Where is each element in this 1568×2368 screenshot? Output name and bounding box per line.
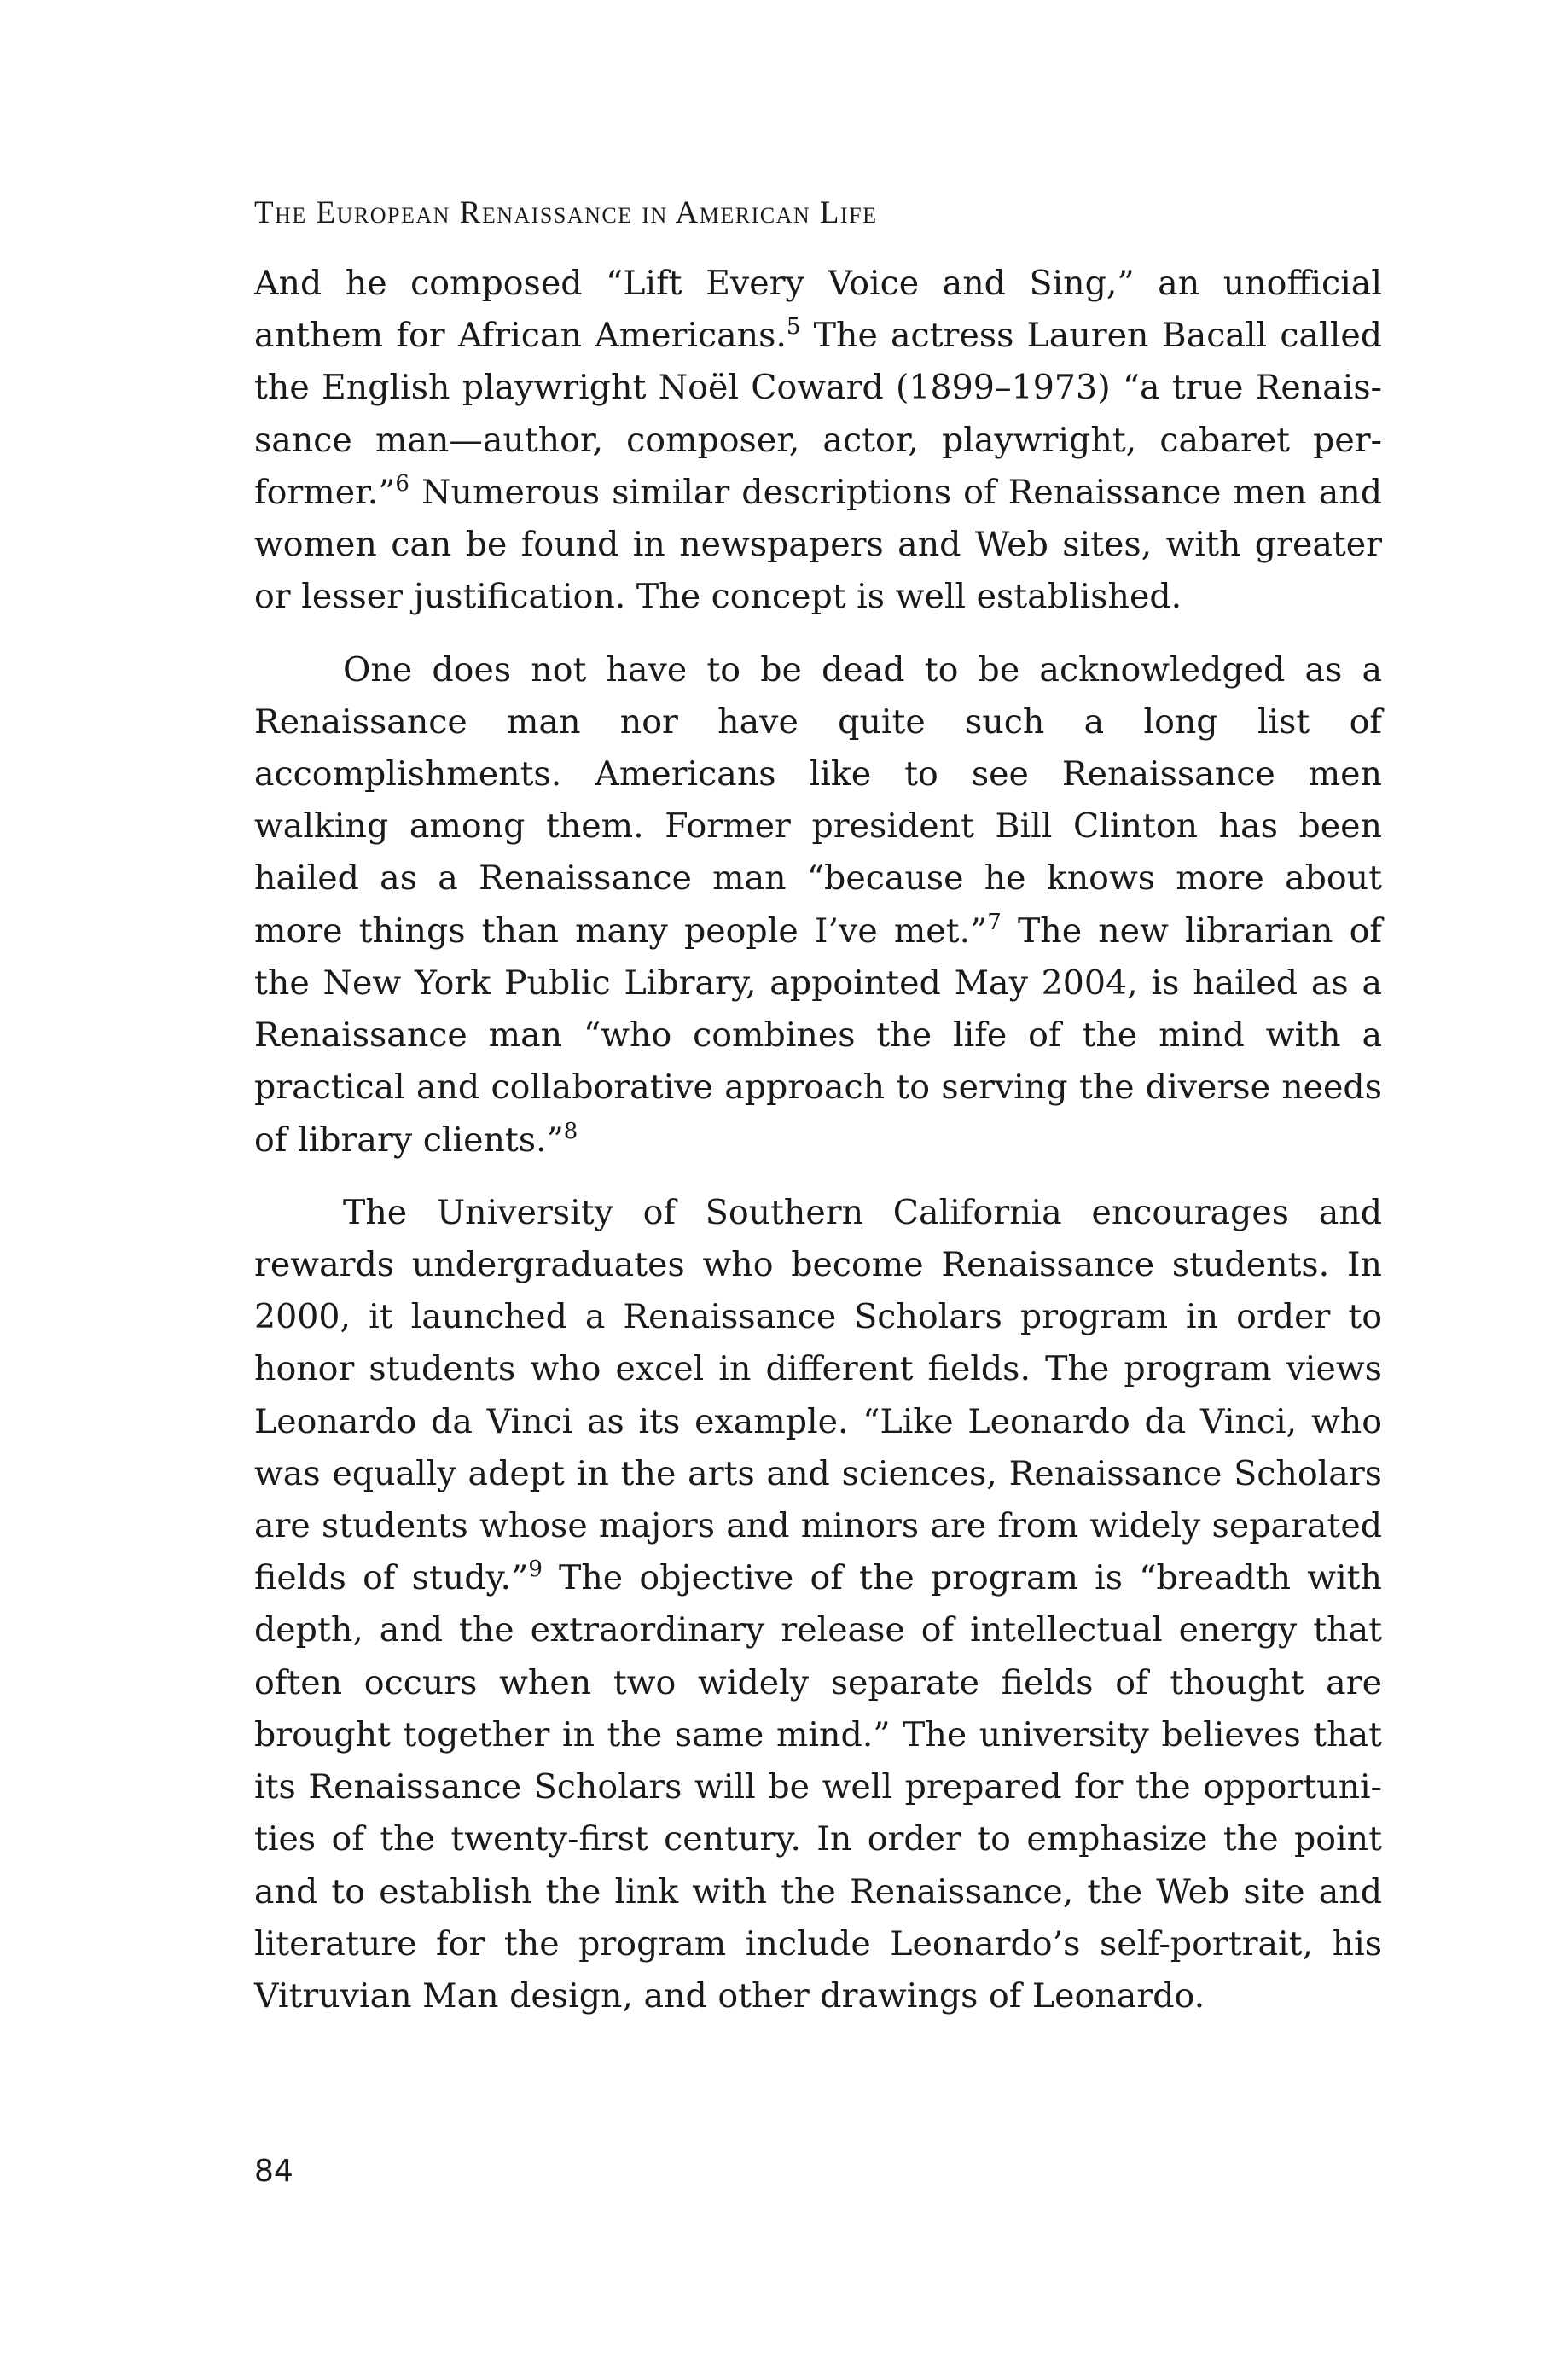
paragraph <box>254 644 1382 1167</box>
body-text <box>254 258 1382 2043</box>
footnote-marker: 6 <box>395 470 409 497</box>
paragraph-text: The new librarian of the New York Public Library, appointed May 2004, is hailed as a Renaissance man “who combines the life of the mind with a practical and collaborative approach to serving the diverse needs of library clients.” <box>254 911 1382 1160</box>
footnote-marker: 9 <box>528 1556 543 1583</box>
footnote-marker: 7 <box>987 909 1002 935</box>
paragraph-text: Numerous similar descriptions of Renaissance men and women can be found in newspapers and Web sites, with greater or lesser justification. The concept is well established. <box>254 472 1382 617</box>
paragraph-text: The objective of the program is “breadth with depth, and the extraordinary release of intellectual energy that often occurs when two widely separate fields of thought are brought together in the same mind.” The university believes that its Renaissance Scholars will be well prepared for the opportunities of the twenty-first century. In order to emphasize the point and to establish the link with the Renaissance, the Web site and literature for the program include Leonardo’s self-portrait, his Vitruvian Man design, and other drawings of Leonardo. <box>254 1558 1382 2016</box>
paragraph-text: And he composed “Lift Every Voice and Sing,” an unofficial anthem for African Americans. <box>254 264 1382 356</box>
paragraph-text: The University of Southern California encourages and rewards undergraduates who become Renaissance students. In 2000, it launched a Renaissance Scholars program in order to honor students who excel in different fields. The program views Leonardo da Vinci as its example. “Like Leonardo da Vinci, who was equally adept in the arts and sciences, Renaissance Scholars are students whose majors and minors are from widely separated fields of study.” <box>254 1192 1382 1598</box>
paragraph-text: One does not have to be dead to be acknowledged as a Renaissance man nor have quite such a long list of accomplishments. Americans like to see Renaissance men walking among them. Former president Bill Clinton has been hailed as a Renaissance man “because he knows more about more things than many people I’ve met.” <box>254 649 1382 951</box>
running-head: The European Renaissance in American Life <box>254 195 878 230</box>
page-number: 84 <box>254 2154 293 2189</box>
footnote-marker: 5 <box>786 314 801 340</box>
paragraph-text: The actress Lauren Bacall called the English playwright Noël Coward (1899–1973) “a true Renaissance man—author, composer, actor, playwright, cabaret performer.” <box>254 316 1382 512</box>
paragraph <box>254 1187 1382 2023</box>
footnote-marker: 8 <box>563 1118 578 1144</box>
paragraph <box>254 258 1382 624</box>
